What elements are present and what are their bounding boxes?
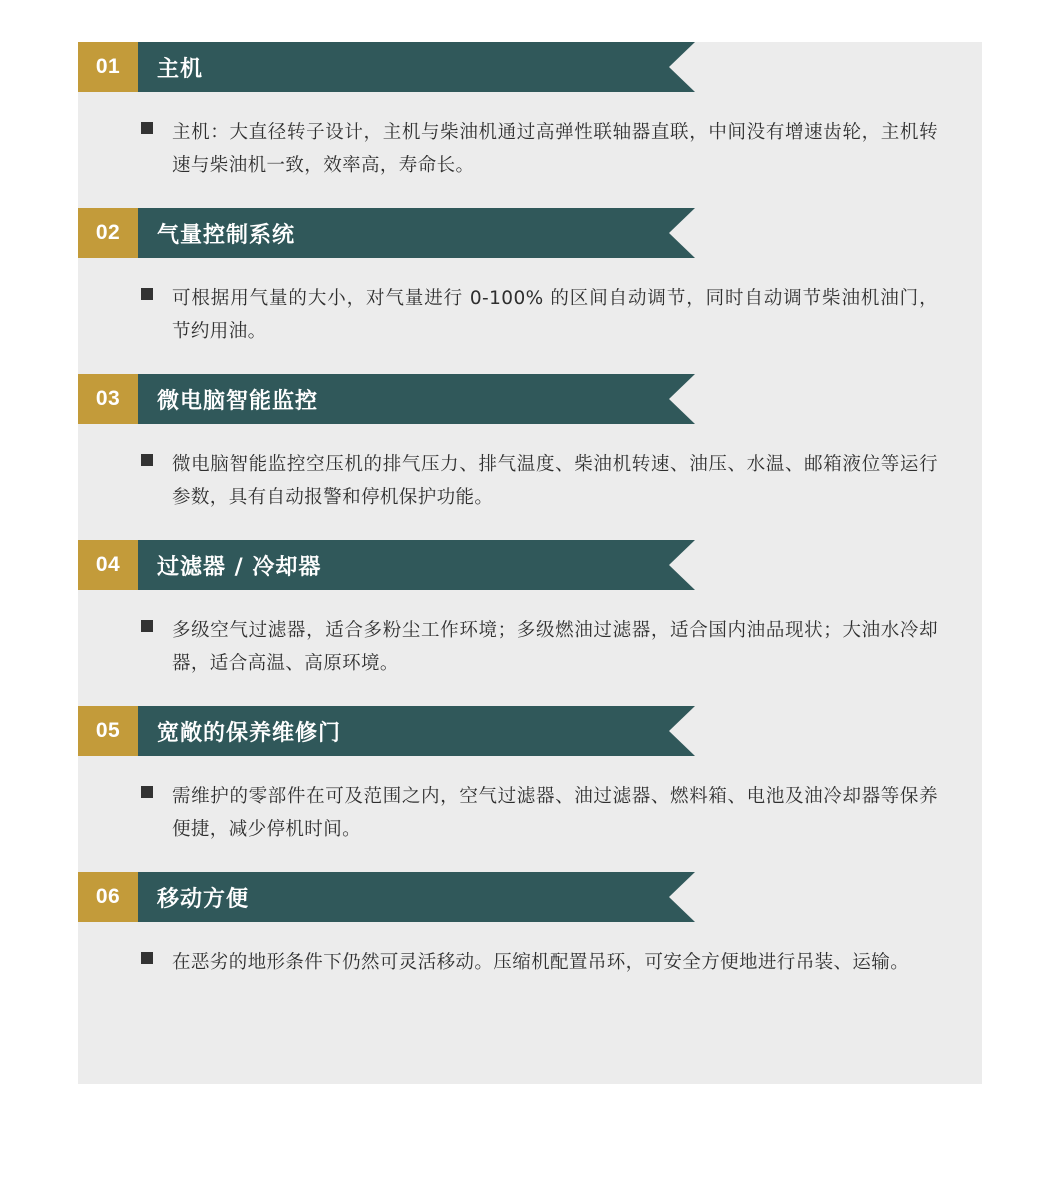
band-arrow-tip <box>669 706 695 756</box>
feature-item <box>78 872 982 1005</box>
feature-number: 06 <box>78 872 138 922</box>
feature-item <box>78 706 982 872</box>
feature-title: 气量控制系统 <box>157 222 296 248</box>
square-bullet-icon <box>141 786 153 798</box>
square-bullet-icon <box>141 952 153 964</box>
feature-text: 多级空气过滤器，适合多粉尘工作环境；多级燃油过滤器，适合国内油品现状；大油水冷却器，适合高温、高原环境。 <box>172 620 938 674</box>
feature-text: 需维护的零部件在可及范围之内，空气过滤器、油过滤器、燃料箱、电池及油冷却器等保养便捷，减少停机时间。 <box>172 786 938 840</box>
feature-title: 移动方便 <box>157 886 250 912</box>
feature-number: 01 <box>78 42 138 92</box>
band-arrow-tip <box>669 374 695 424</box>
feature-header <box>78 374 695 424</box>
feature-header <box>78 872 695 922</box>
band-arrow-tip <box>669 208 695 258</box>
feature-title-band <box>138 374 669 424</box>
feature-header <box>78 540 695 590</box>
feature-number: 02 <box>78 208 138 258</box>
feature-header <box>78 706 695 756</box>
feature-item <box>78 540 982 706</box>
square-bullet-icon <box>141 620 153 632</box>
feature-text: 微电脑智能监控空压机的排气压力、排气温度、柴油机转速、油压、水温、邮箱液位等运行参数，具有自动报警和停机保护功能。 <box>172 454 938 508</box>
feature-body <box>78 590 982 706</box>
feature-title: 宽敞的保养维修门 <box>157 720 342 746</box>
feature-item <box>78 208 982 374</box>
feature-body <box>78 424 982 540</box>
band-arrow-tip <box>669 872 695 922</box>
feature-item <box>78 42 982 208</box>
square-bullet-icon <box>141 122 153 134</box>
feature-body <box>78 92 982 208</box>
feature-item <box>78 374 982 540</box>
feature-title: 主机 <box>157 56 204 82</box>
feature-body <box>78 922 982 1005</box>
feature-title-band <box>138 540 669 590</box>
feature-body <box>78 756 982 872</box>
feature-list <box>78 42 982 1005</box>
band-arrow-tip <box>669 540 695 590</box>
feature-number: 04 <box>78 540 138 590</box>
feature-number: 05 <box>78 706 138 756</box>
square-bullet-icon <box>141 454 153 466</box>
feature-title-band <box>138 208 669 258</box>
feature-title-band <box>138 706 669 756</box>
feature-title: 微电脑智能监控 <box>157 388 319 414</box>
feature-title-band <box>138 42 669 92</box>
square-bullet-icon <box>141 288 153 300</box>
feature-text: 在恶劣的地形条件下仍然可灵活移动。压缩机配置吊环，可安全方便地进行吊装、运输。 <box>172 952 910 973</box>
feature-body <box>78 258 982 374</box>
feature-header <box>78 208 695 258</box>
band-arrow-tip <box>669 42 695 92</box>
feature-text: 可根据用气量的大小，对气量进行 0-100% 的区间自动调节，同时自动调节柴油机油门，节约用油。 <box>172 288 938 342</box>
feature-text: 主机：大直径转子设计，主机与柴油机通过高弹性联轴器直联，中间没有增速齿轮，主机转速与柴油机一致，效率高，寿命长。 <box>172 122 938 176</box>
feature-header <box>78 42 695 92</box>
feature-title: 过滤器 / 冷却器 <box>157 554 322 580</box>
feature-title-band <box>138 872 669 922</box>
feature-number: 03 <box>78 374 138 424</box>
